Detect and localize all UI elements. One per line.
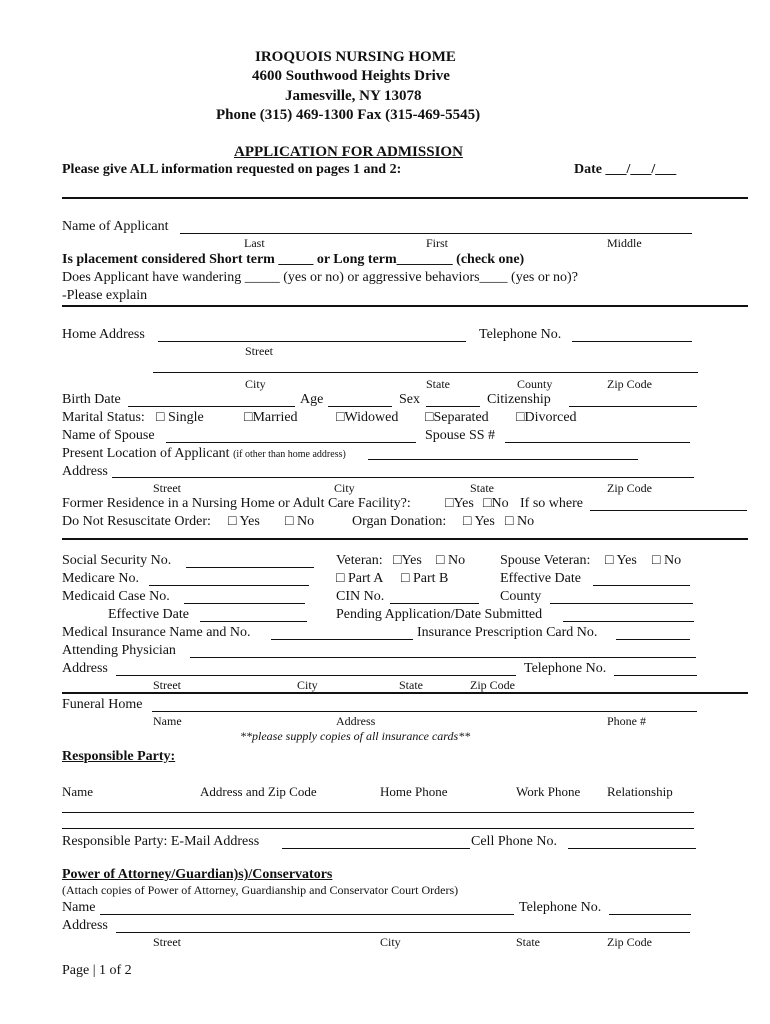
former-no-option[interactable] xyxy=(483,496,509,512)
section-divider xyxy=(62,538,748,540)
sex-field[interactable] xyxy=(426,406,480,407)
present-location-note: (if other than home address) xyxy=(233,449,346,460)
medical-insurance-field[interactable] xyxy=(271,639,413,640)
placement-question[interactable]: Is placement considered Short term _____ or Long term________ (check one) xyxy=(62,252,525,267)
yes-label: Yes xyxy=(239,514,260,529)
present-location-label xyxy=(62,446,346,462)
checkbox-icon: □ xyxy=(605,553,614,568)
divorced-label: Divorced xyxy=(524,410,577,425)
no-label: No xyxy=(447,553,466,568)
checkbox-icon: □ xyxy=(463,514,472,529)
separated-label: Separated xyxy=(433,410,489,425)
effective-date-field[interactable] xyxy=(593,585,690,586)
poa-address-label: Address xyxy=(62,918,108,933)
single-option[interactable] xyxy=(156,410,204,426)
separated-option[interactable] xyxy=(425,410,489,426)
state-label: State xyxy=(516,935,540,949)
applicant-name-field[interactable] xyxy=(180,233,692,234)
medicaid-effective-date-field[interactable] xyxy=(200,621,307,622)
divorced-option[interactable] xyxy=(516,410,577,426)
citizenship-label: Citizenship xyxy=(487,392,551,407)
home-telephone-label: Telephone No. xyxy=(479,327,562,342)
cin-label: CIN No. xyxy=(336,589,385,604)
no-label: No xyxy=(516,514,535,529)
checkbox-icon: □ xyxy=(336,410,345,425)
rp-entry-line[interactable] xyxy=(62,812,694,813)
no-label: No xyxy=(296,514,315,529)
funeral-name-label: Name xyxy=(153,714,182,728)
physician-label: Attending Physician xyxy=(62,643,176,658)
age-label: Age xyxy=(300,392,324,407)
part-a-option[interactable] xyxy=(336,571,383,587)
poa-name-label: Name xyxy=(62,900,96,915)
county-field[interactable] xyxy=(550,603,693,604)
no-label: No xyxy=(491,496,509,511)
checkbox-icon: □ xyxy=(393,553,402,568)
poa-heading: Power of Attorney/Guardian)s)/Conservators xyxy=(62,867,333,882)
poa-name-field[interactable] xyxy=(100,914,514,915)
present-location-text: Present Location of Applicant xyxy=(62,446,230,461)
poa-telephone-field[interactable] xyxy=(609,914,691,915)
checkbox-icon: □ xyxy=(445,496,454,511)
date-field[interactable]: Date ___/___/___ xyxy=(574,162,677,177)
age-field[interactable] xyxy=(328,406,392,407)
responsible-party-heading: Responsible Party: xyxy=(62,749,176,764)
cin-field[interactable] xyxy=(390,603,479,604)
facility-phone: Phone (315) 469-1300 Fax (315-469-5545) xyxy=(216,107,481,123)
former-residence-text: Former Residence in a Nursing Home or Adult Care Facility?: xyxy=(62,496,411,511)
if-so-where-field[interactable] xyxy=(590,510,747,511)
organ-donation-label: Organ Donation: xyxy=(352,514,447,529)
physician-address-field[interactable] xyxy=(116,675,516,676)
organ-yes-option[interactable] xyxy=(463,514,495,530)
sex-label: Sex xyxy=(399,392,420,407)
state-label: State xyxy=(426,377,450,391)
former-yes-option[interactable] xyxy=(445,496,474,512)
spouse-veteran-no-option[interactable] xyxy=(652,553,681,569)
single-label: Single xyxy=(167,410,204,425)
veteran-no-option[interactable] xyxy=(436,553,465,569)
street-label: Street xyxy=(245,344,273,358)
married-option[interactable] xyxy=(244,410,298,426)
no-label: No xyxy=(663,553,682,568)
form-title: APPLICATION FOR ADMISSION xyxy=(234,144,463,160)
medical-insurance-label: Medical Insurance Name and No. xyxy=(62,625,251,640)
page-number: Page | 1 of 2 xyxy=(62,963,132,978)
home-address-field[interactable] xyxy=(158,341,466,342)
rp-address-label: Address and Zip Code xyxy=(200,784,317,799)
part-b-option[interactable] xyxy=(401,571,448,587)
rx-card-label: Insurance Prescription Card No. xyxy=(417,625,598,640)
pending-application-field[interactable] xyxy=(563,621,694,622)
last-label: Last xyxy=(244,236,265,250)
yes-label: Yes xyxy=(616,553,637,568)
poa-address-field[interactable] xyxy=(116,932,690,933)
veteran-yes-option[interactable] xyxy=(393,553,422,569)
physician-address-label: Address xyxy=(62,661,108,676)
explain-label: -Please explain xyxy=(62,288,148,303)
county-label: County xyxy=(500,589,542,604)
checkbox-icon: □ xyxy=(652,553,661,568)
home-address-label: Home Address xyxy=(62,327,145,342)
widowed-label: Widowed xyxy=(344,410,399,425)
rx-card-field[interactable] xyxy=(616,639,690,640)
dnr-no-option[interactable] xyxy=(285,514,314,530)
physician-telephone-field[interactable] xyxy=(614,675,697,676)
funeral-address-label: Address xyxy=(336,714,376,728)
citizenship-field[interactable] xyxy=(569,406,697,407)
first-label: First xyxy=(426,236,449,250)
rp-home-phone-label: Home Phone xyxy=(380,784,448,799)
ssn-field[interactable] xyxy=(186,567,314,568)
home-address-line2-field[interactable] xyxy=(153,372,698,373)
spouse-ss-label: Spouse SS # xyxy=(425,428,496,443)
organ-no-option[interactable] xyxy=(505,514,534,530)
rp-entry-line[interactable] xyxy=(62,828,694,829)
widowed-option[interactable] xyxy=(336,410,398,426)
facility-name: IROQUOIS NURSING HOME xyxy=(255,49,456,65)
street-label: Street xyxy=(153,678,181,692)
street-label: Street xyxy=(153,935,181,949)
checkbox-icon: □ xyxy=(436,553,445,568)
present-address-label: Address xyxy=(62,464,108,479)
yes-label: Yes xyxy=(474,514,495,529)
section-divider xyxy=(62,305,748,307)
pending-application-label: Pending Application/Date Submitted xyxy=(336,607,543,622)
medicaid-label: Medicaid Case No. xyxy=(62,589,170,604)
zip-label: Zip Code xyxy=(470,678,515,692)
checkbox-icon: □ xyxy=(336,571,345,586)
spouse-veteran-yes-option[interactable] xyxy=(605,553,637,569)
if-so-where-label: If so where xyxy=(520,496,583,511)
county-label: County xyxy=(517,377,553,391)
rp-email-field[interactable] xyxy=(282,848,470,849)
home-telephone-field[interactable] xyxy=(572,341,692,342)
street-label: Street xyxy=(153,481,181,495)
checkbox-icon: □ xyxy=(228,514,237,529)
married-label: Married xyxy=(252,410,298,425)
effective-date-label: Effective Date xyxy=(500,571,581,586)
birth-date-field[interactable] xyxy=(128,406,295,407)
wandering-question[interactable]: Does Applicant have wandering _____ (yes or no) or aggressive behaviors____ (yes or no)? xyxy=(62,270,578,285)
city-label: City xyxy=(380,935,401,949)
checkbox-icon: □ xyxy=(516,410,525,425)
spouse-name-label: Name of Spouse xyxy=(62,428,155,443)
dnr-yes-option[interactable] xyxy=(228,514,260,530)
physician-field[interactable] xyxy=(190,657,696,658)
veteran-label: Veteran: xyxy=(336,553,383,568)
former-residence-label xyxy=(62,496,411,512)
city-label: City xyxy=(297,678,318,692)
state-label: State xyxy=(399,678,423,692)
poa-telephone-label: Telephone No. xyxy=(519,900,602,915)
checkbox-icon: □ xyxy=(483,496,492,511)
medicaid-field[interactable] xyxy=(184,603,305,604)
rp-cell-field[interactable] xyxy=(568,848,696,849)
zip-label: Zip Code xyxy=(607,481,652,495)
insurance-cards-note: **please supply copies of all insurance cards** xyxy=(240,729,471,743)
funeral-home-label: Funeral Home xyxy=(62,697,143,712)
dnr-label: Do Not Resuscitate Order: xyxy=(62,514,211,529)
spouse-ss-field[interactable] xyxy=(505,442,690,443)
zip-label: Zip Code xyxy=(607,377,652,391)
form-instructions: Please give ALL information requested on pages 1 and 2: xyxy=(62,162,402,177)
rp-cell-label: Cell Phone No. xyxy=(471,834,557,849)
checkbox-icon: □ xyxy=(285,514,294,529)
physician-telephone-label: Telephone No. xyxy=(524,661,607,676)
city-label: City xyxy=(245,377,266,391)
medicare-field[interactable] xyxy=(149,585,309,586)
rp-work-phone-label: Work Phone xyxy=(516,784,581,799)
rp-relationship-label: Relationship xyxy=(607,784,673,799)
part-a-label: Part A xyxy=(347,571,384,586)
facility-city: Jamesville, NY 13078 xyxy=(285,88,422,104)
checkbox-icon: □ xyxy=(505,514,514,529)
spouse-name-field[interactable] xyxy=(166,442,416,443)
city-label: City xyxy=(334,481,355,495)
state-label: State xyxy=(470,481,494,495)
present-address-field[interactable] xyxy=(112,477,694,478)
spouse-veteran-label: Spouse Veteran: xyxy=(500,553,591,568)
zip-label: Zip Code xyxy=(607,935,652,949)
funeral-home-field[interactable] xyxy=(152,711,697,712)
checkbox-icon: □ xyxy=(156,410,165,425)
ssn-label: Social Security No. xyxy=(62,553,172,568)
checkbox-icon: □ xyxy=(244,410,253,425)
yes-label: Yes xyxy=(453,496,474,511)
section-divider xyxy=(62,692,748,694)
poa-note: (Attach copies of Power of Attorney, Guardianship and Conservator Court Orders) xyxy=(62,883,459,897)
applicant-name-label: Name of Applicant xyxy=(62,219,169,234)
medicaid-effective-date-label: Effective Date xyxy=(108,607,189,622)
part-b-label: Part B xyxy=(412,571,449,586)
rp-name-label: Name xyxy=(62,784,94,799)
marital-status-label: Marital Status: xyxy=(62,410,145,425)
present-location-field[interactable] xyxy=(368,459,638,460)
funeral-phone-label: Phone # xyxy=(607,714,646,728)
medicare-label: Medicare No. xyxy=(62,571,139,586)
facility-street: 4600 Southwood Heights Drive xyxy=(252,68,450,84)
middle-label: Middle xyxy=(607,236,642,250)
checkbox-icon: □ xyxy=(401,571,410,586)
birth-date-label: Birth Date xyxy=(62,392,121,407)
yes-label: Yes xyxy=(401,553,422,568)
checkbox-icon: □ xyxy=(425,410,434,425)
rp-email-label: Responsible Party: E-Mail Address xyxy=(62,834,260,849)
section-divider xyxy=(62,197,748,199)
